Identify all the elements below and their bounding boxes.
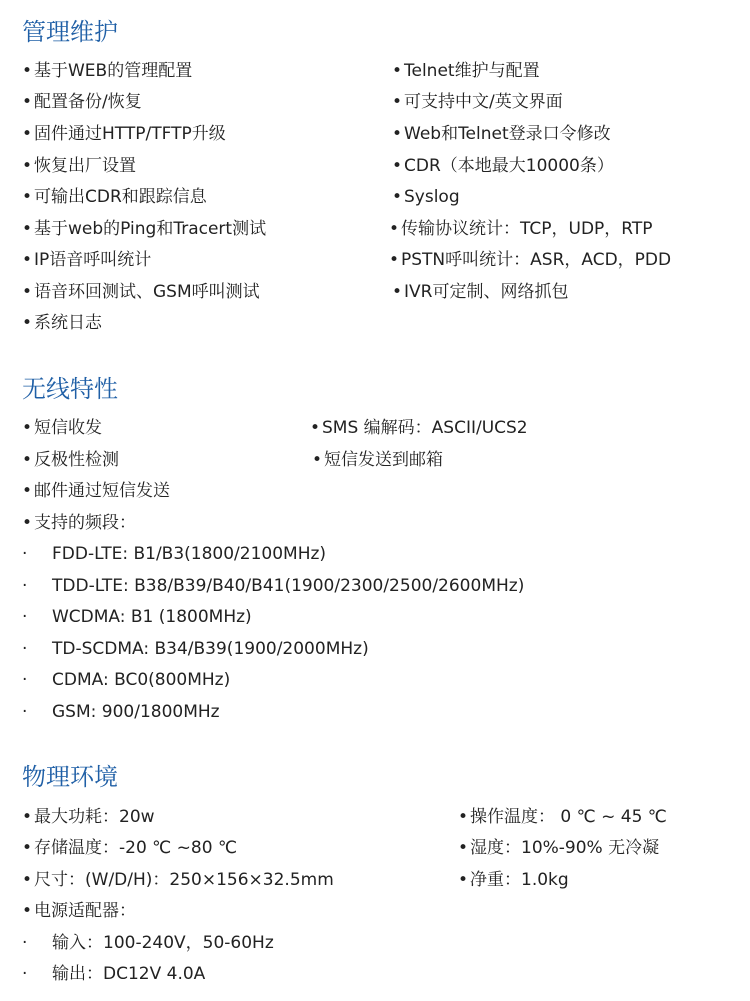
item-text: Syslog <box>404 187 460 207</box>
bullet: • <box>22 870 33 890</box>
list-item <box>392 60 540 82</box>
list-item <box>392 91 563 113</box>
list-item <box>392 123 611 145</box>
item-text: 支持的频段： <box>34 513 136 533</box>
item-text: 短信收发 <box>34 418 102 438</box>
item-text: 尺寸：(W/D/H)：250×156×32.5mm <box>34 870 334 890</box>
item-text: 湿度：10%-90% 无冷凝 <box>470 838 660 858</box>
bullet: • <box>458 807 469 827</box>
list-item <box>22 123 226 145</box>
band-text: TDD-LTE: B38/B39/B40/B41(1900/2300/2500/2600MHz) <box>52 576 525 596</box>
item-text: 系统日志 <box>34 313 102 333</box>
bullet: • <box>392 92 403 112</box>
list-item <box>22 281 260 303</box>
item-text: SMS 编解码：ASCII/UCS2 <box>322 418 528 438</box>
sub-bullet: · <box>22 544 28 564</box>
item-text: Telnet维护与配置 <box>404 61 540 81</box>
bullet: • <box>22 901 33 921</box>
item-text: 邮件通过短信发送 <box>34 481 170 501</box>
bullet: • <box>312 450 323 470</box>
sub-bullet: · <box>22 964 28 984</box>
list-item <box>392 281 568 303</box>
band-text: GSM: 900/1800MHz <box>52 702 220 722</box>
list-item <box>22 837 237 859</box>
band-text: WCDMA: B1 (1800MHz) <box>52 607 252 627</box>
bullet: • <box>22 807 33 827</box>
item-text: 电源适配器： <box>34 901 136 921</box>
item-text: Web和Telnet登录口令修改 <box>404 124 611 144</box>
item-text: CDR（本地最大10000条） <box>404 156 614 176</box>
list-item <box>22 60 192 82</box>
list-item <box>22 155 136 177</box>
bullet: • <box>22 313 33 333</box>
bullet: • <box>310 418 321 438</box>
list-item <box>22 869 334 891</box>
power-text: 输入：100-240V，50-60Hz <box>52 933 274 953</box>
item-text: 恢复出厂设置 <box>34 156 136 176</box>
bullet: • <box>392 61 403 81</box>
list-item <box>458 869 569 891</box>
item-text: IVR可定制、网络抓包 <box>404 282 569 302</box>
band-text: CDMA: BC0(800MHz) <box>52 670 231 690</box>
band-item <box>22 543 327 565</box>
item-text: 最大功耗：20w <box>34 807 155 827</box>
sub-bullet: · <box>22 702 28 722</box>
list-item <box>392 155 614 177</box>
band-text: FDD-LTE: B1/B3(1800/2100MHz) <box>52 544 327 564</box>
bullet: • <box>22 481 33 501</box>
list-item <box>22 417 102 439</box>
bullet: • <box>389 250 400 270</box>
bullet: • <box>22 92 33 112</box>
item-text: 基于web的Ping和Tracert测试 <box>34 219 267 239</box>
sub-bullet: · <box>22 639 28 659</box>
list-item <box>22 91 142 113</box>
bullet: • <box>22 838 33 858</box>
bullet: • <box>392 156 403 176</box>
list-item <box>458 837 659 859</box>
item-text: 固件通过HTTP/TFTP升级 <box>34 124 226 144</box>
section-title-wireless: 无线特性 <box>22 375 118 403</box>
item-text: 操作温度： 0 ℃ ~ 45 ℃ <box>470 807 667 827</box>
list-item <box>22 512 136 534</box>
list-item <box>22 312 102 334</box>
sub-bullet: · <box>22 576 28 596</box>
band-item <box>22 701 220 723</box>
bullet: • <box>458 838 469 858</box>
bullet: • <box>392 282 403 302</box>
item-text: PSTN呼叫统计：ASR，ACD，PDD <box>401 250 672 270</box>
list-item <box>458 806 667 828</box>
bullet: • <box>22 124 33 144</box>
list-item <box>22 480 170 502</box>
bullet: • <box>392 124 403 144</box>
item-text: 可支持中文/英文界面 <box>404 92 563 112</box>
list-item <box>22 449 119 471</box>
bullet: • <box>22 187 33 207</box>
bullet: • <box>458 870 469 890</box>
item-text: 配置备份/恢复 <box>34 92 142 112</box>
power-item <box>22 963 206 985</box>
bullet: • <box>389 219 400 239</box>
bullet: • <box>22 156 33 176</box>
sub-bullet: · <box>22 933 28 953</box>
item-text: 短信发送到邮箱 <box>324 450 443 470</box>
bullet: • <box>22 513 33 533</box>
item-text: 语音环回测试、GSM呼叫测试 <box>34 282 260 302</box>
bullet: • <box>22 219 33 239</box>
bullet: • <box>22 61 33 81</box>
band-item <box>22 606 252 628</box>
bullet: • <box>392 187 403 207</box>
band-text: TD-SCDMA: B34/B39(1900/2000MHz) <box>52 639 369 659</box>
section-title-physical: 物理环境 <box>22 763 118 791</box>
bullet: • <box>22 418 33 438</box>
item-text: 基于WEB的管理配置 <box>34 61 193 81</box>
list-item <box>22 806 155 828</box>
power-text: 输出：DC12V 4.0A <box>52 964 206 984</box>
item-text: 存储温度：-20 ℃ ~80 ℃ <box>34 838 238 858</box>
list-item <box>389 218 653 240</box>
list-item <box>392 186 460 208</box>
list-item <box>389 249 671 271</box>
section-title-management: 管理维护 <box>22 18 118 46</box>
bullet: • <box>22 250 33 270</box>
list-item <box>22 249 151 271</box>
list-item <box>22 186 207 208</box>
item-text: 可输出CDR和跟踪信息 <box>34 187 207 207</box>
band-item <box>22 575 525 597</box>
band-item <box>22 638 369 660</box>
sub-bullet: · <box>22 607 28 627</box>
bullet: • <box>22 282 33 302</box>
band-item <box>22 669 231 691</box>
list-item <box>22 218 266 240</box>
item-text: 传输协议统计：TCP，UDP，RTP <box>401 219 653 239</box>
item-text: 净重：1.0kg <box>470 870 569 890</box>
list-item <box>312 449 443 471</box>
bullet: • <box>22 450 33 470</box>
item-text: IP语音呼叫统计 <box>34 250 152 270</box>
power-item <box>22 932 274 954</box>
list-item <box>22 900 136 922</box>
item-text: 反极性检测 <box>34 450 119 470</box>
list-item <box>310 417 528 439</box>
sub-bullet: · <box>22 670 28 690</box>
